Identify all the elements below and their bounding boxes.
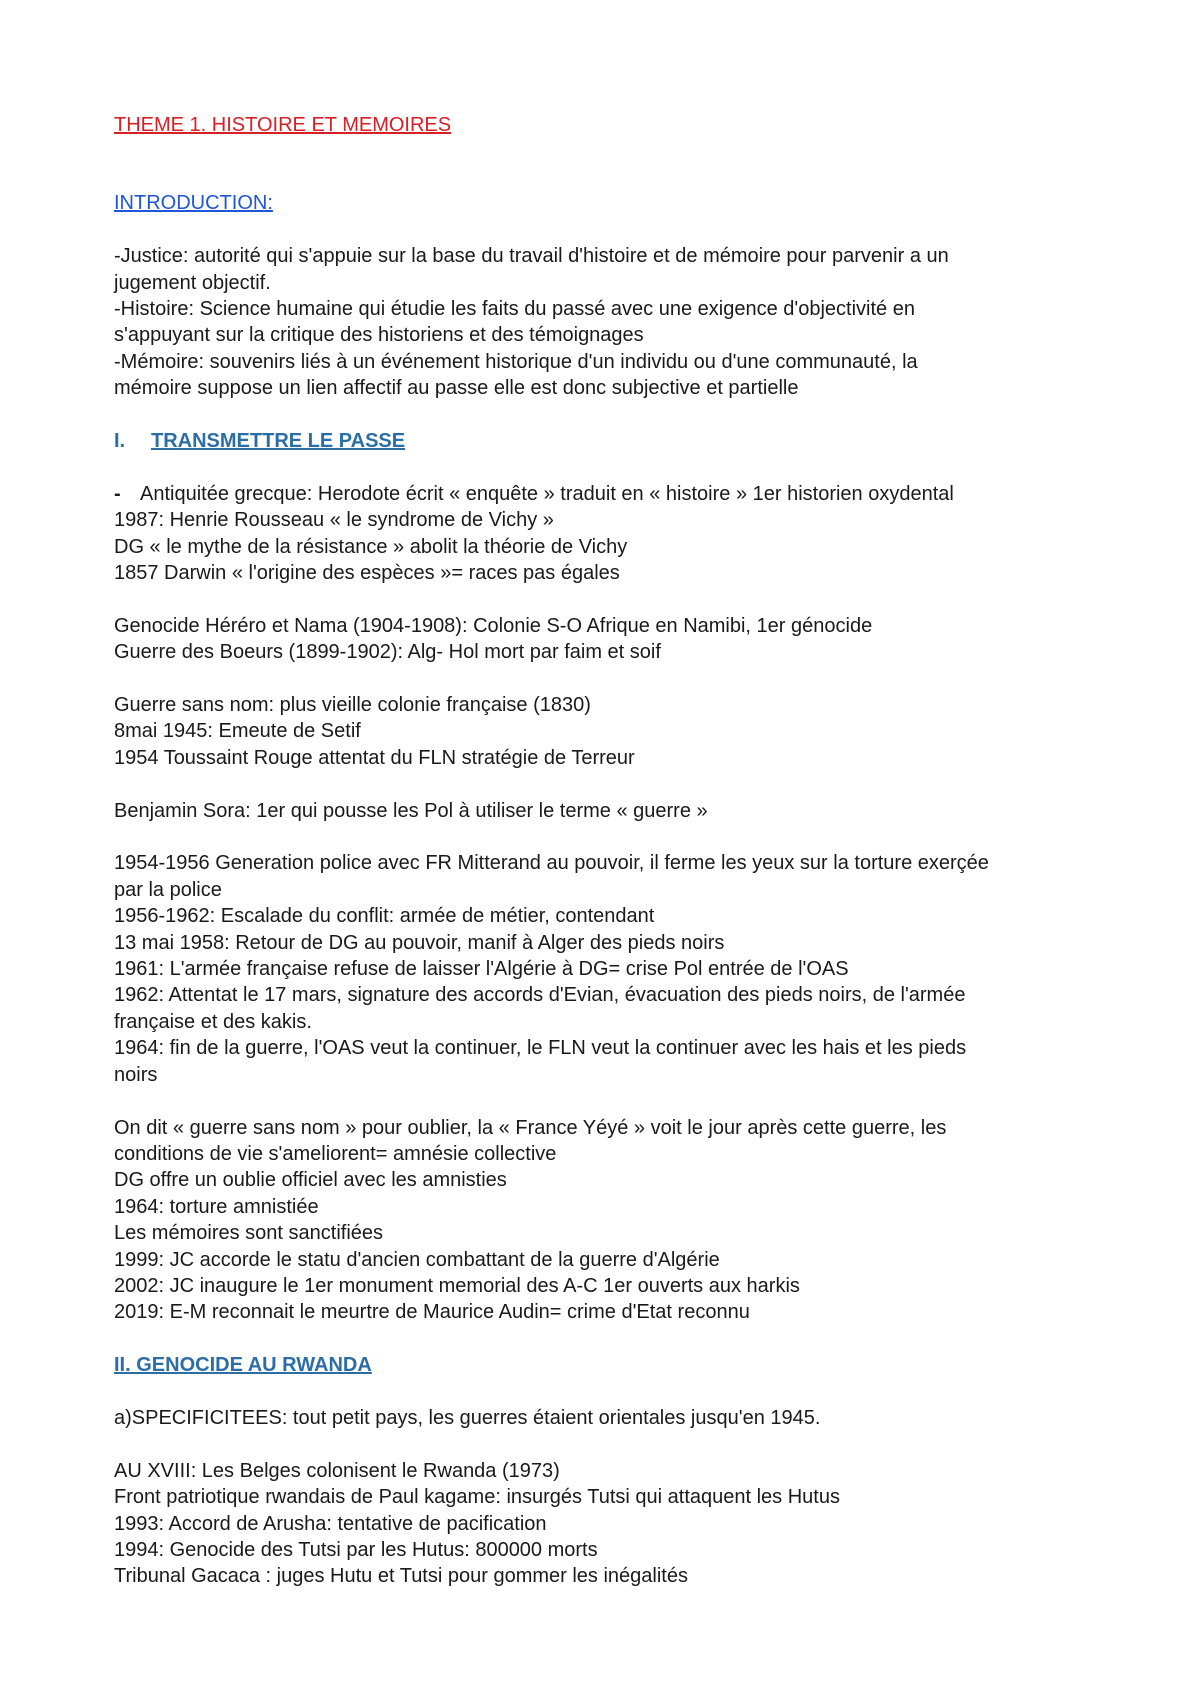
document-page: [114, 112, 1114, 1590]
text-line: Front patriotique rwandais de Paul kagame: insurgés Tutsi qui attaquent les Hutus: [114, 1486, 840, 1509]
text-line: Les mémoires sont sanctifiées: [114, 1222, 384, 1245]
bullet-marker: -: [114, 482, 121, 505]
text-line: 1956-1962: Escalade du conflit: armée de métier, contendant: [114, 905, 655, 928]
section-1-block-1: [114, 507, 1114, 586]
text-line: mémoire suppose un lien affectif au passe elle est donc subjective et partielle: [114, 377, 799, 400]
text-line: On dit « guerre sans nom » pour oublier, la « France Yéyé » voit le jour après cette guerre, les: [114, 1116, 947, 1139]
text-line: 1857 Darwin « l'origine des espèces »= races pas égales: [114, 562, 620, 585]
text-line: noirs: [114, 1063, 158, 1086]
text-line: 1994: Genocide des Tutsi par les Hutus: 800000 morts: [114, 1538, 598, 1561]
text-line: Guerre des Boeurs (1899-1902): Alg- Hol mort par faim et soif: [114, 641, 661, 664]
spacer: [114, 771, 1114, 797]
text-line: par la police: [114, 878, 222, 901]
intro-definitions: [114, 243, 1114, 401]
spacer: [114, 138, 1114, 190]
text-line: -Justice: autorité qui s'appuie sur la base du travail d'histoire et de mémoire pour parvenir a un: [114, 245, 949, 268]
text-line: 1999: JC accorde le statu d'ancien combattant de la guerre d'Algérie: [114, 1248, 720, 1271]
text-line: 1962: Attentat le 17 mars, signature des accords d'Evian, évacuation des pieds noirs, de l'armée: [114, 984, 966, 1007]
spacer: [114, 586, 1114, 612]
theme-title: THEME 1. HISTOIRE ET MEMOIRES: [114, 114, 452, 136]
section-2-block-1: [114, 1405, 1114, 1431]
text-line: jugement objectif.: [114, 271, 271, 294]
section-1-block-5: [114, 850, 1114, 1088]
text-line: 1954 Toussaint Rouge attentat du FLN stratégie de Terreur: [114, 746, 635, 769]
spacer: [114, 824, 1114, 850]
text-line: conditions de vie s'ameliorent= amnésie collective: [114, 1142, 557, 1165]
section-1-block-4: [114, 798, 1114, 824]
text-line: 1964: torture amnistiée: [114, 1195, 319, 1218]
spacer: [114, 402, 1114, 428]
text-line: française et des kakis.: [114, 1010, 312, 1033]
text-line: 1954-1956 Generation police avec FR Mitterand au pouvoir, il ferme les yeux sur la torture exerçée: [114, 852, 989, 875]
text-line: DG offre un oublie officiel avec les amnisties: [114, 1169, 507, 1192]
bullet-item: [114, 481, 1114, 507]
text-line: 1964: fin de la guerre, l'OAS veut la continuer, le FLN veut la continuer avec les hais et les pieds: [114, 1037, 967, 1060]
spacer: [114, 1326, 1114, 1352]
spacer: [114, 217, 1114, 243]
text-line: Genocide Héréro et Nama (1904-1908): Colonie S-O Afrique en Namibi, 1er génocide: [114, 614, 873, 637]
spacer: [114, 1379, 1114, 1405]
section-1-block-6: [114, 1115, 1114, 1326]
intro-heading: INTRODUCTION:: [114, 192, 273, 215]
text-line: 2002: JC inaugure le 1er monument memorial des A-C 1er ouverts aux harkis: [114, 1274, 800, 1297]
text-line: -Histoire: Science humaine qui étudie les faits du passé avec une exigence d'objectivité en: [114, 298, 915, 321]
text-line: AU XVIII: Les Belges colonisent le Rwanda (1973): [114, 1459, 560, 1482]
text-line: 8mai 1945: Emeute de Setif: [114, 720, 361, 743]
text-line: Guerre sans nom: plus vieille colonie française (1830): [114, 694, 591, 717]
section-1-block-2: [114, 613, 1114, 666]
text-line: 1961: L'armée française refuse de laisser l'Algérie à DG= crise Pol entrée de l'OAS: [114, 958, 849, 981]
text-line: 1993: Accord de Arusha: tentative de pacification: [114, 1512, 547, 1535]
text-line: Tribunal Gacaca : juges Hutu et Tutsi pour gommer les inégalités: [114, 1565, 688, 1588]
spacer: [114, 1431, 1114, 1457]
text-line: 2019: E-M reconnait le meurtre de Maurice Audin= crime d'Etat reconnu: [114, 1301, 750, 1324]
text-line: -Mémoire: souvenirs liés à un événement historique d'un individu ou d'une communauté, la: [114, 350, 918, 373]
text-line: DG « le mythe de la résistance » abolit la théorie de Vichy: [114, 535, 628, 558]
section-2-block-2: [114, 1458, 1114, 1590]
spacer: [114, 454, 1114, 480]
text-line: Benjamin Sora: 1er qui pousse les Pol à utiliser le terme « guerre »: [114, 799, 708, 822]
section-2-title: II. GENOCIDE AU RWANDA: [114, 1354, 372, 1377]
bullet-text: Antiquitée grecque: Herodote écrit « enquête » traduit en « histoire » 1er historien oxydental: [140, 482, 954, 505]
text-line: a)SPECIFICITEES: tout petit pays, les guerres étaient orientales jusqu'en 1945.: [114, 1406, 821, 1429]
section-1-block-3: [114, 692, 1114, 771]
spacer: [114, 1088, 1114, 1114]
text-line: 1987: Henrie Rousseau « le syndrome de Vichy »: [114, 509, 554, 532]
section-1-title: TRANSMETTRE LE PASSE: [151, 430, 406, 453]
section-1-numeral: I.: [114, 430, 126, 453]
section-1-heading: [114, 428, 1114, 454]
section-2-heading: [114, 1352, 1114, 1378]
text-line: 13 mai 1958: Retour de DG au pouvoir, manif à Alger des pieds noirs: [114, 931, 725, 954]
text-line: s'appuyant sur la critique des historiens et des témoignages: [114, 324, 644, 347]
spacer: [114, 666, 1114, 692]
